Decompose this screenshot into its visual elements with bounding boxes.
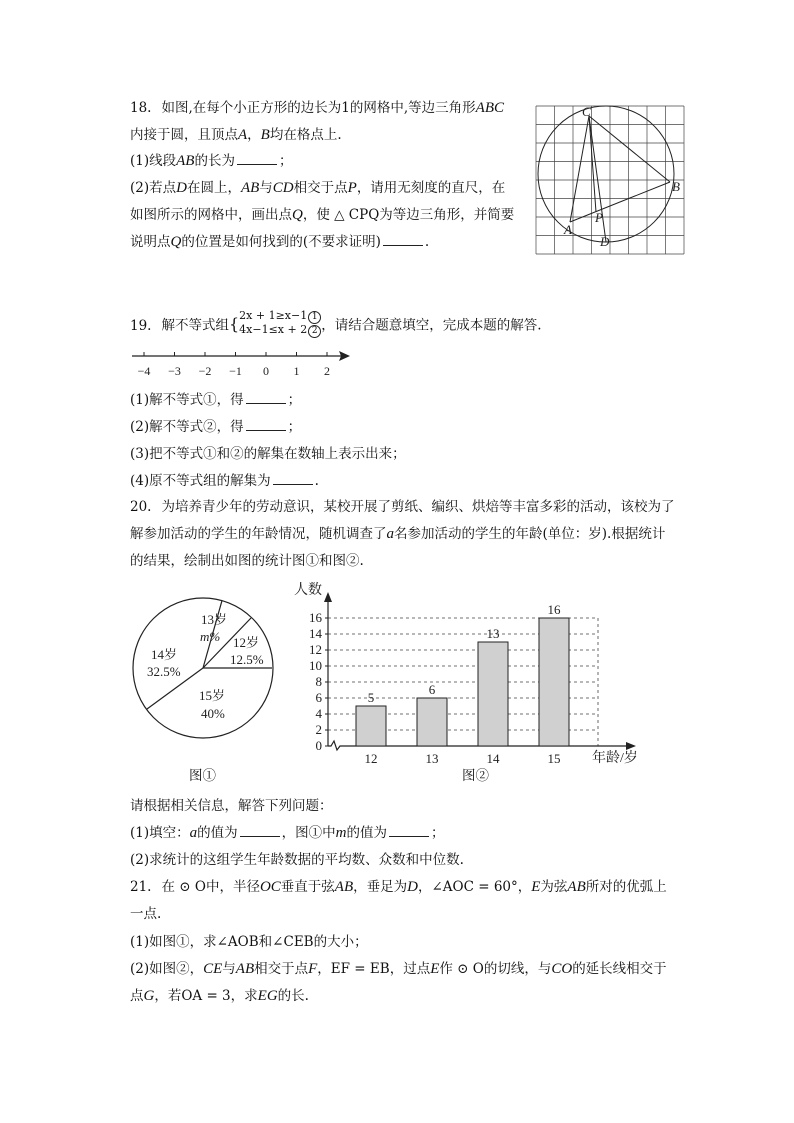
q18-part1: (1)线段AB的长为 ； bbox=[130, 153, 293, 169]
label-b: B bbox=[672, 179, 680, 194]
answer-blank[interactable] bbox=[240, 824, 280, 837]
x-tick-label: 14 bbox=[486, 751, 500, 766]
question-number: 18. bbox=[130, 100, 152, 116]
x-axis-arrow bbox=[626, 742, 636, 750]
grid-lines bbox=[536, 106, 684, 254]
number-line-tick-label: −2 bbox=[198, 364, 212, 378]
q19-p2: (2)解不等式②，得 ； bbox=[130, 419, 302, 435]
bar bbox=[539, 618, 569, 746]
y-tick-label: 16 bbox=[309, 610, 322, 625]
q21-line2: 一点. bbox=[130, 906, 162, 922]
label-a: A bbox=[564, 222, 572, 237]
q18-part2-line1: (2)若点D在圆上，AB与CD相交于点P，请用无刻度的直尺，在 bbox=[130, 180, 506, 196]
pie-label-14: 14岁 bbox=[151, 647, 178, 662]
q20-p2: (2)求统计的这组学生年龄数据的平均数、众数和中位数. bbox=[130, 852, 464, 868]
y-axis-label: 人数 bbox=[294, 583, 322, 598]
pie-value-12: 12.5% bbox=[230, 652, 264, 667]
number-line bbox=[130, 346, 360, 380]
q21-p2: (2)如图②，CE与AB相交于点F，EF = EB，过点E作 ⊙ O的切线，与CO的延长线相交于 bbox=[130, 961, 667, 977]
y-tick-label: 6 bbox=[315, 690, 322, 705]
q21-line1: 21. 在 ⊙ O中，半径OC垂直于弦AB，垂足为D，∠AOC = 60°，E为弦AB所对的优弧上 bbox=[130, 879, 667, 895]
x-axis-label: 年龄/岁 bbox=[592, 751, 638, 766]
number-line-tick-label: −1 bbox=[229, 364, 242, 378]
y-tick-label: 8 bbox=[315, 674, 322, 689]
question-number: 19. bbox=[130, 317, 152, 334]
answer-blank[interactable] bbox=[237, 152, 277, 165]
pie-chart bbox=[133, 596, 283, 746]
number-line-tick-label: 1 bbox=[293, 364, 300, 378]
bar-value-label: 16 bbox=[547, 602, 561, 617]
q19-p4: (4)原不等式组的解集为 . bbox=[130, 473, 319, 489]
q20-after: 请根据相关信息，解答下列问题： bbox=[130, 798, 333, 814]
q18-part2-line3: 说明点Q的位置是如何找到的(不要求证明) . bbox=[130, 234, 430, 250]
q19-p3: (3)把不等式①和②的解集在数轴上表示出来； bbox=[130, 446, 406, 462]
q18-part2-line2: 如图所示的网格中，画出点Q，使 △ CPQ为等边三角形，并简要 bbox=[130, 207, 515, 223]
q20-line3: 的结果，绘制出如图的统计图①和图②. bbox=[130, 553, 364, 569]
segment-ab bbox=[570, 182, 670, 222]
circumcircle bbox=[538, 106, 674, 242]
q20-line2: 解参加活动的学生的年龄情况，随机调查了a名参加活动的学生的年龄(单位：岁).根据统计 bbox=[130, 526, 666, 542]
y-tick-label: 2 bbox=[315, 722, 322, 737]
number-line-tick-label: −4 bbox=[137, 364, 151, 378]
label-c: C bbox=[582, 104, 591, 119]
answer-blank[interactable] bbox=[246, 418, 286, 431]
bar-value-label: 5 bbox=[367, 690, 375, 705]
y-tick-label: 12 bbox=[309, 642, 322, 657]
y-tick-label: 4 bbox=[315, 706, 322, 721]
pie-value-15: 40% bbox=[201, 706, 225, 721]
q19-line1: 19. 解不等式组{2x + 1≥x−1 1 4x−1≤x + 2 2 ，请结合题意填空，完成本题的解答. bbox=[130, 309, 542, 336]
number-line-tick-label: 0 bbox=[263, 364, 269, 378]
q21-p3: 点G，若OA = 3，求EG的长. bbox=[130, 988, 309, 1004]
bar bbox=[478, 642, 508, 746]
answer-blank[interactable] bbox=[273, 472, 313, 485]
y-axis-arrow bbox=[324, 592, 332, 602]
q21-p1: (1)如图①，求∠AOB和∠CEB的大小； bbox=[130, 934, 368, 950]
answer-blank[interactable] bbox=[246, 391, 286, 404]
pie-value-14: 32.5% bbox=[147, 664, 181, 679]
x-tick-label: 13 bbox=[425, 751, 439, 766]
bar bbox=[417, 698, 447, 746]
answer-blank[interactable] bbox=[389, 824, 429, 837]
y-tick-label: 0 bbox=[315, 738, 322, 753]
number-line-tick-label: −3 bbox=[168, 364, 181, 378]
label-p: P bbox=[595, 210, 603, 225]
q20-line1: 20. 为培养青少年的劳动意识，某校开展了剪纸、编织、烘焙等丰富多彩的活动，该校为了 bbox=[130, 499, 675, 515]
pie-label-13: 13岁 bbox=[201, 612, 228, 627]
q19-p1: (1)解不等式①，得 ； bbox=[130, 392, 302, 408]
q20-p1: (1)填空：a的值为 ，图①中m的值为 ； bbox=[130, 825, 445, 841]
question-number: 20. bbox=[130, 499, 152, 515]
segment-cb bbox=[589, 116, 670, 182]
q18-line2: 内接于圆，且顶点A，B均在格点上. bbox=[130, 127, 342, 143]
bar-value-label: 6 bbox=[428, 682, 436, 697]
pie-label-15: 15岁 bbox=[199, 688, 226, 703]
inequality-system: 2x + 1≥x−1 1 4x−1≤x + 2 2 bbox=[239, 310, 321, 338]
fig1-caption: 图① bbox=[189, 768, 216, 784]
bar-chart bbox=[288, 578, 650, 778]
pie-label-12: 12岁 bbox=[233, 635, 260, 650]
number-line-tick-label: 2 bbox=[324, 364, 330, 378]
segment-cp bbox=[589, 116, 596, 212]
y-tick-label: 10 bbox=[309, 658, 322, 673]
x-tick-label: 15 bbox=[547, 751, 561, 766]
label-d: D bbox=[600, 234, 610, 249]
q18-grid-figure bbox=[534, 104, 694, 260]
answer-blank[interactable] bbox=[383, 233, 423, 246]
y-tick-label: 14 bbox=[309, 626, 322, 641]
pie-value-13: m% bbox=[200, 629, 221, 644]
bar bbox=[356, 706, 386, 746]
q18-line1: 18. 如图,在每个小正方形的边长为1的网格中,等边三角形ABC bbox=[130, 100, 505, 116]
x-tick-label: 12 bbox=[364, 751, 378, 766]
bar-value-label: 13 bbox=[486, 626, 500, 641]
question-number: 21. bbox=[130, 879, 152, 895]
fig2-caption: 图② bbox=[462, 768, 489, 784]
